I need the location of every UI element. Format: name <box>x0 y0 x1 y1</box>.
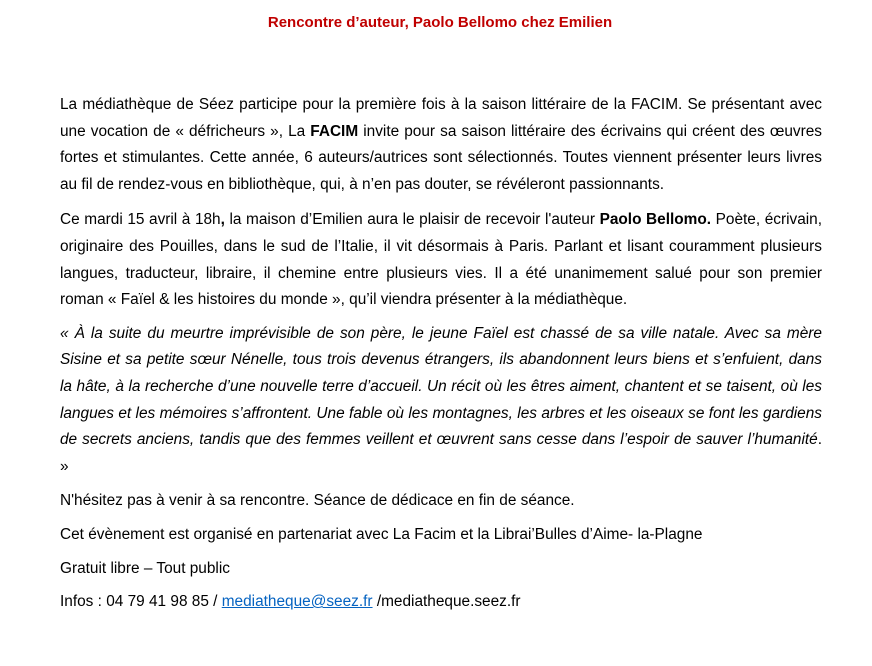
event-date: Ce mardi 15 avril à 18h <box>60 211 221 229</box>
invite-line: N'hésitez pas à venir à sa rencontre. Séance de dédicace en fin de séance. <box>60 492 575 510</box>
event-date-comma: , <box>220 211 225 229</box>
intro-paragraph <box>60 92 822 198</box>
page-title: Rencontre d’auteur, Paolo Bellomo chez Emilien <box>267 14 613 31</box>
book-quote-text: « À la suite du meurtre imprévisible de son père, le jeune Faïel est chassé de sa ville natale. Avec sa mère Sisine et sa petite sœur Nénelle, tous trois devenus étrangers, ils abandonnent leurs biens et s’enfuient, dans la hâte, à la recherche d’une nouvelle terre d’accueil. Un récit où les êtres aiment, chantent et se taisent, où les langues et les mémoires s’affrontent. Une fable où les montagnes, les arbres et les oiseaux se font les gardiens de secrets anciens, tandis que des femmes veillent et œuvrent sans cesse dans l’espoir de sauver l’humanité <box>60 324 822 449</box>
author-name: Paolo Bellomo. <box>599 211 712 229</box>
event-paragraph <box>60 207 822 313</box>
facim-bold: FACIM <box>310 122 359 140</box>
website-text: /mediatheque.seez.fr <box>372 593 521 611</box>
event-text-middle: la maison d’Emilien aura le plaisir de recevoir l'auteur <box>224 211 600 229</box>
infos-line <box>60 589 822 616</box>
book-quote-end: . » <box>60 431 822 475</box>
document-body <box>60 92 822 616</box>
intro-text-start: La médiathèque de Séez participe pour la première fois à la saison littéraire de la FACIM. Se présentant avec une vocation de « défricheurs », La <box>60 96 822 140</box>
intro-text-end: invite pour sa saison littéraire des écrivains qui créent des œuvres fortes et stimulantes. Cette année, 6 auteurs/autrices sont sélectionnés. Toutes viennent présenter leurs livres au fil de rendez-vous en bibliothèque, qui, à n’en pas douter, se révéleront passionnants. <box>60 122 823 193</box>
email-link[interactable]: mediatheque@seez.fr <box>221 593 373 611</box>
access-line: Gratuit libre – Tout public <box>60 559 230 577</box>
infos-phone: Infos : 04 79 41 98 85 / <box>60 593 222 611</box>
event-text-end: Poète, écrivain, originaire des Pouilles, dans le sud de l’Italie, il vit désormais à Paris. Parlant et lisant couramment plusieurs langues, traducteur, libraire, il chemine entre plusieurs vies. Il a été unanimement salué pour son premier roman « Faïel & les histoires du monde », qu’il viendra présenter à la médiathèque. <box>60 211 823 309</box>
book-quote <box>60 321 822 481</box>
partners-line: Cet évènement est organisé en partenariat avec La Facim et la Librai’Bulles d’Aime- la-Plagne <box>60 525 703 543</box>
